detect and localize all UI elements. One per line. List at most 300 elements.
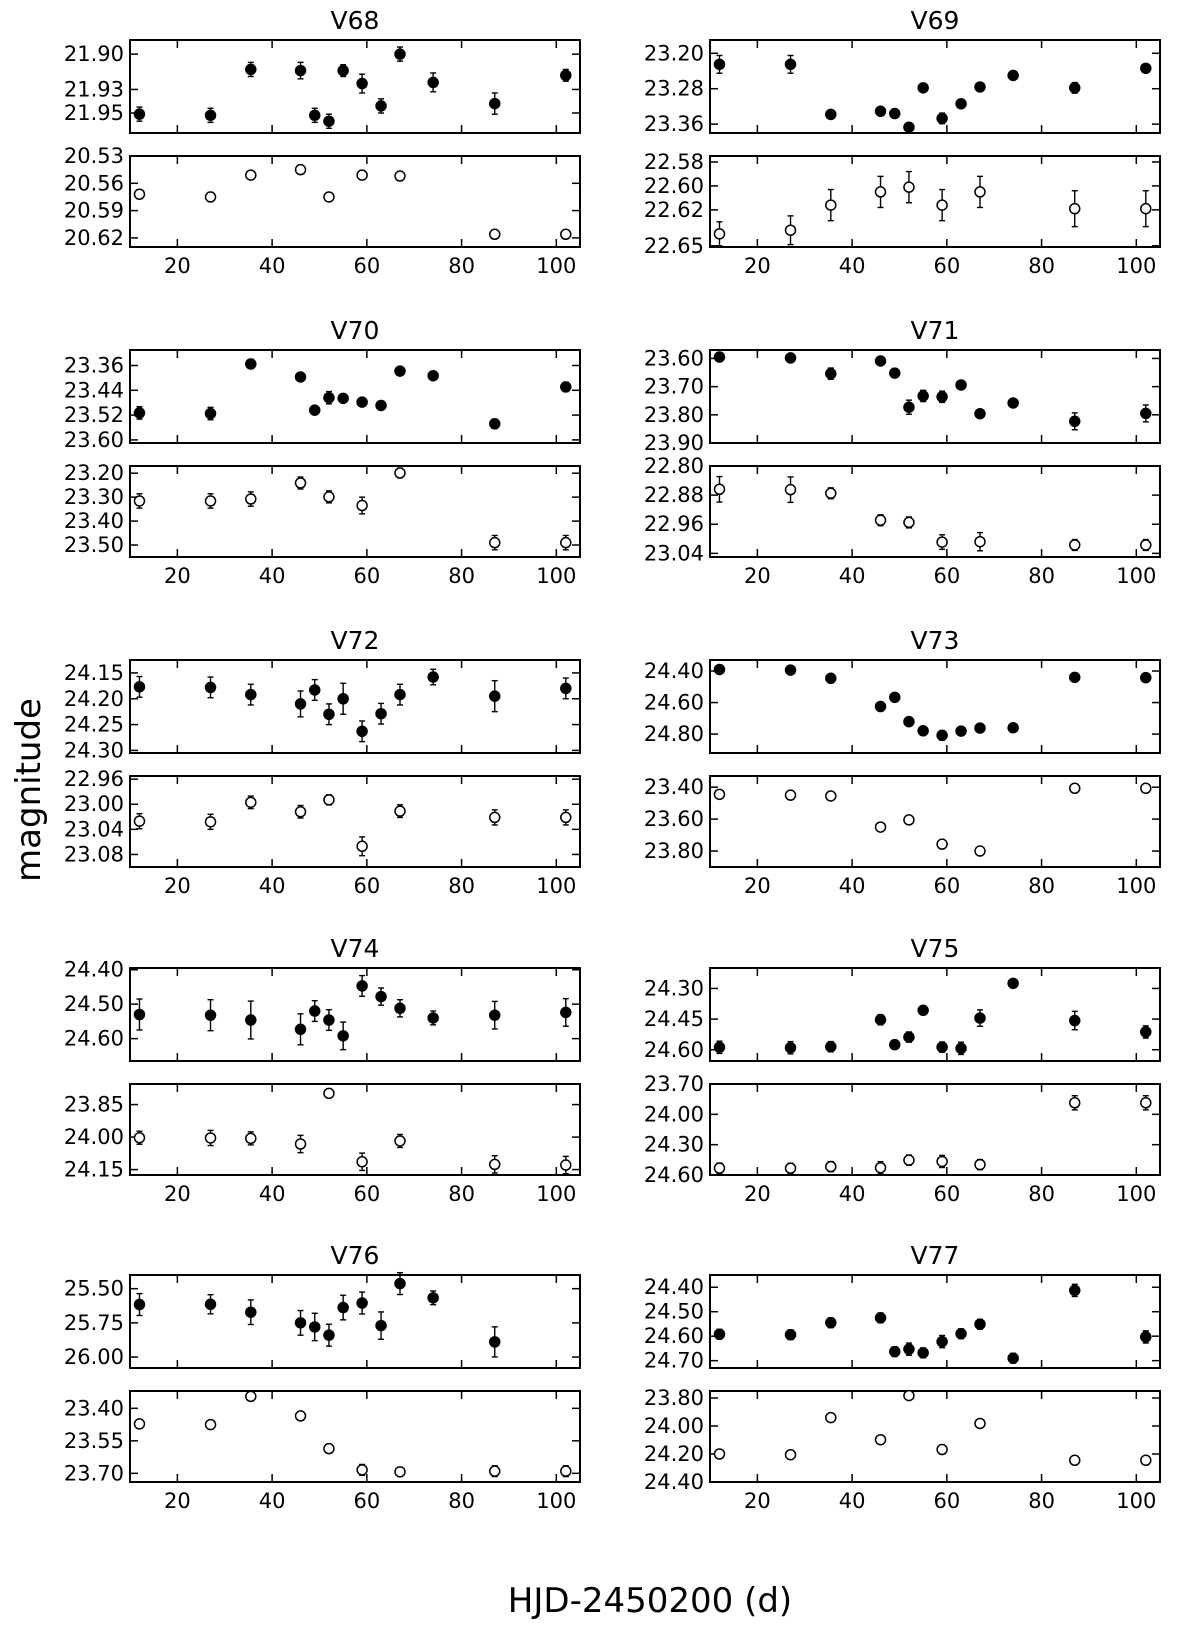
v76-top-data-point <box>357 1298 367 1308</box>
v72-bottom-xtick-label: 40 <box>258 874 286 898</box>
v70-top-data-point <box>324 393 334 403</box>
v68-bottom-frame <box>130 156 580 247</box>
v69-top-data-point <box>876 106 886 116</box>
v72-top-data-point <box>376 709 386 719</box>
v72-top-data-point <box>324 709 334 719</box>
v68-bottom-ytick-label: 20.59 <box>63 198 124 223</box>
v74-bottom-data-point <box>561 1160 571 1170</box>
v70-top-data-point <box>376 400 386 410</box>
v76-bottom-xtick-label: 80 <box>448 1489 475 1513</box>
v69-top-data-point <box>937 113 947 123</box>
v69-bottom-data-point <box>714 229 724 239</box>
v75-bottom-frame <box>710 1084 1160 1175</box>
v69-top-ytick-label: 23.36 <box>643 112 704 137</box>
v71-bottom-data-point <box>975 537 985 547</box>
v75-bottom-xtick-label: 100 <box>1116 1182 1157 1206</box>
v68-bottom-data-point <box>206 192 216 202</box>
panel-v73 <box>644 626 1160 898</box>
v74-bottom-subplot <box>64 1084 580 1206</box>
v71-bottom-data-point <box>1070 540 1080 550</box>
v74-top-data-point <box>561 1007 571 1017</box>
v75-bottom-xtick-label: 80 <box>1028 1182 1055 1206</box>
v69-bottom-data-point <box>826 200 836 210</box>
panel-title-v71: V71 <box>910 316 960 345</box>
v69-bottom-data-point <box>904 182 914 192</box>
v75-bottom-ytick-label: 24.00 <box>643 1102 704 1127</box>
panel-title-v69: V69 <box>910 6 960 35</box>
v69-top-data-point <box>714 59 724 69</box>
v68-bottom-data-point <box>357 170 367 180</box>
v69-bottom-data-point <box>975 187 985 197</box>
v75-top-data-point <box>975 1013 985 1023</box>
v74-bottom-data-point <box>206 1133 216 1143</box>
v68-bottom-subplot <box>64 144 580 278</box>
v74-bottom-xtick-label: 40 <box>258 1182 286 1206</box>
v73-top-data-point <box>826 673 836 683</box>
v74-bottom-xtick-label: 100 <box>536 1182 577 1206</box>
v70-bottom-frame <box>130 466 580 557</box>
v72-top-ytick-label: 24.30 <box>63 738 124 763</box>
v77-bottom-ytick-label: 24.00 <box>643 1414 704 1438</box>
v76-top-data-point <box>428 1293 438 1303</box>
v76-top-data-point <box>376 1321 386 1331</box>
v73-bottom-data-point <box>937 839 947 849</box>
v76-bottom-subplot <box>64 1391 580 1513</box>
v74-bottom-data-point <box>324 1088 334 1098</box>
v73-bottom-xtick-label: 80 <box>1028 874 1055 898</box>
v75-top-ytick-label: 24.45 <box>643 1007 704 1032</box>
v69-top-data-point <box>918 83 928 93</box>
v73-top-subplot <box>644 659 1160 753</box>
v75-top-data-point <box>937 1042 947 1052</box>
v71-bottom-xtick-label: 40 <box>838 564 866 588</box>
v75-bottom-data-point <box>904 1155 914 1165</box>
v72-bottom-frame <box>130 776 580 867</box>
v73-top-data-point <box>714 664 724 674</box>
v72-bottom-data-point <box>357 841 367 851</box>
v71-bottom-xtick-label: 100 <box>1116 564 1157 588</box>
v68-bottom-data-point <box>134 189 144 199</box>
v68-bottom-data-point <box>296 165 306 175</box>
v68-bottom-xtick-label: 40 <box>258 254 286 278</box>
v70-bottom-data-point <box>561 538 571 548</box>
v70-top-data-point <box>395 366 405 376</box>
v75-top-data-point <box>876 1015 886 1025</box>
v70-bottom-ytick-label: 23.30 <box>63 485 124 510</box>
v73-bottom-xtick-label: 60 <box>933 874 961 898</box>
v69-top-data-point <box>890 109 900 119</box>
v71-top-ytick-label: 23.90 <box>643 431 704 455</box>
v77-top-ytick-label: 24.60 <box>643 1324 704 1349</box>
v74-bottom-ytick-label: 24.15 <box>63 1157 124 1182</box>
v73-top-data-point <box>937 730 947 740</box>
v74-top-data-point <box>338 1031 348 1041</box>
v69-top-ytick-label: 23.28 <box>643 76 704 101</box>
v72-bottom-xtick-label: 60 <box>353 874 381 898</box>
v71-top-frame <box>710 350 1160 443</box>
v71-top-data-point <box>714 352 724 362</box>
v75-top-data-point <box>1070 1016 1080 1026</box>
v68-top-data-point <box>338 66 348 76</box>
v70-top-data-point <box>338 393 348 403</box>
v72-bottom-data-point <box>206 817 216 827</box>
v71-bottom-subplot <box>644 454 1160 588</box>
v77-bottom-data-point <box>904 1391 914 1401</box>
v72-top-data-point <box>206 682 216 692</box>
v70-bottom-data-point <box>324 492 334 502</box>
v77-bottom-data-point <box>876 1435 886 1445</box>
v70-top-ytick-label: 23.44 <box>63 378 124 403</box>
v68-bottom-data-point <box>561 229 571 239</box>
panel-v70 <box>64 316 580 588</box>
v77-bottom-frame <box>710 1391 1160 1482</box>
v69-top-data-point <box>826 109 836 119</box>
v69-bottom-data-point <box>1070 204 1080 214</box>
v68-bottom-ytick-label: 20.62 <box>63 225 124 250</box>
v69-bottom-data-point <box>1141 204 1151 214</box>
v70-bottom-data-point <box>296 478 306 488</box>
v73-bottom-xtick-label: 100 <box>1116 874 1157 898</box>
v71-top-data-point <box>956 380 966 390</box>
v76-top-frame <box>130 1275 580 1368</box>
v70-bottom-xtick-label: 40 <box>258 564 286 588</box>
v75-bottom-data-point <box>1141 1098 1151 1108</box>
v76-bottom-data-point <box>246 1391 256 1401</box>
v70-top-data-point <box>561 382 571 392</box>
v70-top-data-point <box>357 397 367 407</box>
v70-bottom-subplot <box>64 461 580 588</box>
v71-top-data-point <box>786 353 796 363</box>
v75-top-data-point <box>826 1042 836 1052</box>
v75-bottom-subplot <box>644 1072 1160 1206</box>
v71-bottom-frame <box>710 466 1160 557</box>
v72-top-data-point <box>246 690 256 700</box>
v76-bottom-xtick-label: 60 <box>353 1489 381 1513</box>
v70-top-data-point <box>134 408 144 418</box>
v75-top-data-point <box>904 1032 914 1042</box>
v74-top-data-point <box>296 1024 306 1034</box>
v70-bottom-xtick-label: 20 <box>164 564 191 588</box>
v74-bottom-data-point <box>490 1159 500 1169</box>
v73-top-frame <box>710 660 1160 753</box>
v77-top-data-point <box>786 1330 796 1340</box>
v69-bottom-xtick-label: 40 <box>838 254 866 278</box>
v76-bottom-data-point <box>490 1466 500 1476</box>
v69-top-data-point <box>1141 63 1151 73</box>
v73-top-ytick-label: 24.40 <box>643 659 704 684</box>
v75-top-ytick-label: 24.60 <box>643 1037 704 1062</box>
v73-bottom-data-point <box>714 789 724 799</box>
v72-bottom-ytick-label: 22.96 <box>63 767 124 792</box>
v70-bottom-data-point <box>206 496 216 506</box>
v74-top-ytick-label: 24.50 <box>63 992 124 1017</box>
v71-top-data-point <box>1008 398 1018 408</box>
v68-top-data-point <box>324 116 334 126</box>
panel-title-v68: V68 <box>330 6 380 35</box>
v77-bottom-data-point <box>937 1445 947 1455</box>
v74-top-frame <box>130 968 580 1061</box>
v76-top-data-point <box>338 1303 348 1313</box>
v72-bottom-data-point <box>296 807 306 817</box>
v76-top-data-point <box>246 1307 256 1317</box>
v68-top-data-point <box>395 49 405 59</box>
v69-bottom-xtick-label: 60 <box>933 254 961 278</box>
panel-title-v76: V76 <box>330 1241 380 1270</box>
v77-top-data-point <box>1141 1332 1151 1342</box>
v71-top-data-point <box>890 368 900 378</box>
v70-top-ytick-label: 23.52 <box>63 403 124 428</box>
v76-top-data-point <box>134 1300 144 1310</box>
v73-bottom-data-point <box>786 790 796 800</box>
v74-top-data-point <box>395 1003 405 1013</box>
v75-bottom-xtick-label: 60 <box>933 1182 961 1206</box>
v74-top-data-point <box>310 1006 320 1016</box>
v73-bottom-data-point <box>1141 783 1151 793</box>
v71-top-data-point <box>1070 416 1080 426</box>
v71-top-ytick-label: 23.60 <box>643 346 704 371</box>
v72-bottom-subplot <box>64 767 580 898</box>
v70-top-subplot <box>64 350 580 452</box>
v70-bottom-data-point <box>490 538 500 548</box>
panel-v75 <box>644 934 1160 1206</box>
v68-bottom-xtick-label: 100 <box>536 254 577 278</box>
v74-top-subplot <box>64 958 580 1061</box>
v71-top-data-point <box>904 402 914 412</box>
v77-bottom-ytick-label: 23.80 <box>643 1386 704 1410</box>
v72-top-ytick-label: 24.15 <box>63 660 124 685</box>
v71-bottom-ytick-label: 22.88 <box>643 483 704 508</box>
v77-top-ytick-label: 24.50 <box>643 1299 704 1324</box>
v68-top-data-point <box>561 70 571 80</box>
v72-top-data-point <box>395 690 405 700</box>
v72-top-ytick-label: 24.20 <box>63 686 124 711</box>
v76-top-data-point <box>206 1299 216 1309</box>
v75-top-data-point <box>956 1043 966 1053</box>
v74-bottom-data-point <box>134 1133 144 1143</box>
v68-bottom-data-point <box>246 170 256 180</box>
v73-bottom-ytick-label: 23.40 <box>643 775 704 800</box>
v75-bottom-data-point <box>937 1156 947 1166</box>
v71-top-ytick-label: 23.80 <box>643 402 704 427</box>
v76-top-ytick-label: 25.75 <box>63 1310 124 1335</box>
v74-top-data-point <box>490 1010 500 1020</box>
v75-top-data-point <box>1141 1027 1151 1037</box>
v69-top-data-point <box>904 122 914 132</box>
v74-top-ytick-label: 24.60 <box>63 1026 124 1051</box>
v74-top-data-point <box>206 1010 216 1020</box>
v72-top-data-point <box>134 682 144 692</box>
y-axis-label: magnitude <box>9 698 49 882</box>
panel-v76 <box>64 1241 580 1513</box>
v77-bottom-xtick-label: 40 <box>838 1489 866 1513</box>
v72-bottom-ytick-label: 23.04 <box>63 817 124 842</box>
v72-top-data-point <box>428 672 438 682</box>
v76-top-ytick-label: 25.50 <box>63 1276 124 1301</box>
v74-top-data-point <box>246 1015 256 1025</box>
v75-bottom-data-point <box>975 1160 985 1170</box>
v73-bottom-data-point <box>1070 783 1080 793</box>
v72-top-data-point <box>338 694 348 704</box>
v71-bottom-ytick-label: 22.80 <box>643 454 704 478</box>
v74-bottom-data-point <box>357 1157 367 1167</box>
v72-top-data-point <box>357 726 367 736</box>
v70-bottom-xtick-label: 80 <box>448 564 475 588</box>
v76-bottom-data-point <box>296 1411 306 1421</box>
v71-bottom-data-point <box>876 515 886 525</box>
v76-bottom-data-point <box>561 1466 571 1476</box>
v71-top-data-point <box>937 392 947 402</box>
v71-bottom-data-point <box>1141 540 1151 550</box>
v71-top-data-point <box>918 391 928 401</box>
v71-top-data-point <box>975 409 985 419</box>
v72-bottom-xtick-label: 80 <box>448 874 475 898</box>
v72-bottom-data-point <box>490 812 500 822</box>
v71-bottom-ytick-label: 22.96 <box>643 512 704 537</box>
v73-bottom-data-point <box>876 822 886 832</box>
v71-bottom-data-point <box>714 484 724 494</box>
v73-bottom-ytick-label: 23.80 <box>643 839 704 864</box>
v73-bottom-data-point <box>826 791 836 801</box>
v77-top-data-point <box>1008 1353 1018 1363</box>
v75-top-subplot <box>644 968 1160 1062</box>
v77-top-data-point <box>956 1329 966 1339</box>
v73-top-data-point <box>918 726 928 736</box>
v71-top-subplot <box>644 346 1160 455</box>
v70-bottom-data-point <box>395 468 405 478</box>
v72-bottom-ytick-label: 23.08 <box>63 842 124 867</box>
v70-bottom-xtick-label: 60 <box>353 564 381 588</box>
v68-top-frame <box>130 40 580 133</box>
v77-bottom-ytick-label: 24.20 <box>643 1442 704 1466</box>
v73-top-data-point <box>956 726 966 736</box>
panel-v68 <box>64 6 580 278</box>
v68-top-subplot <box>64 40 580 133</box>
panel-title-v77: V77 <box>910 1241 960 1270</box>
panel-title-v72: V72 <box>330 626 380 655</box>
v72-bottom-data-point <box>395 806 405 816</box>
v68-bottom-xtick-label: 80 <box>448 254 475 278</box>
v76-bottom-xtick-label: 100 <box>536 1489 577 1513</box>
v70-top-frame <box>130 350 580 443</box>
panel-title-v70: V70 <box>330 316 380 345</box>
v76-bottom-frame <box>130 1391 580 1482</box>
v73-top-ytick-label: 24.80 <box>643 722 704 747</box>
v73-top-ytick-label: 24.60 <box>643 690 704 715</box>
v69-top-data-point <box>786 59 796 69</box>
v72-bottom-data-point <box>246 797 256 807</box>
v73-top-data-point <box>786 665 796 675</box>
v76-top-subplot <box>64 1273 580 1369</box>
v76-top-ytick-label: 26.00 <box>63 1345 124 1370</box>
v76-bottom-xtick-label: 40 <box>258 1489 286 1513</box>
v68-top-data-point <box>490 99 500 109</box>
v68-top-data-point <box>206 110 216 120</box>
v76-top-data-point <box>395 1279 405 1289</box>
v73-top-data-point <box>1008 723 1018 733</box>
v75-bottom-xtick-label: 40 <box>838 1182 866 1206</box>
v74-bottom-xtick-label: 60 <box>353 1182 381 1206</box>
v73-top-data-point <box>1070 672 1080 682</box>
v71-bottom-data-point <box>786 485 796 495</box>
v72-top-subplot <box>64 660 580 762</box>
v70-bottom-data-point <box>357 501 367 511</box>
panel-v71 <box>644 316 1160 588</box>
v69-bottom-data-point <box>937 200 947 210</box>
v71-bottom-data-point <box>937 537 947 547</box>
panel-v74 <box>64 934 580 1206</box>
v74-top-data-point <box>357 981 367 991</box>
v76-bottom-xtick-label: 20 <box>164 1489 191 1513</box>
v74-bottom-data-point <box>395 1136 405 1146</box>
v75-top-data-point <box>1008 978 1018 988</box>
v69-bottom-xtick-label: 80 <box>1028 254 1055 278</box>
v77-top-data-point <box>904 1344 914 1354</box>
v71-bottom-data-point <box>826 488 836 498</box>
v77-top-data-point <box>1070 1285 1080 1295</box>
v77-top-data-point <box>826 1318 836 1328</box>
v70-top-data-point <box>490 419 500 429</box>
v71-bottom-xtick-label: 20 <box>744 564 771 588</box>
panel-title-v74: V74 <box>330 934 380 963</box>
v72-bottom-data-point <box>324 795 334 805</box>
v76-bottom-data-point <box>206 1420 216 1430</box>
v70-top-ytick-label: 23.36 <box>63 353 124 378</box>
v68-bottom-data-point <box>324 192 334 202</box>
v70-bottom-ytick-label: 23.20 <box>63 461 124 486</box>
v71-bottom-xtick-label: 80 <box>1028 564 1055 588</box>
v68-bottom-data-point <box>490 229 500 239</box>
v73-top-data-point <box>975 723 985 733</box>
v70-top-ytick-label: 23.60 <box>63 427 124 452</box>
v68-top-ytick-label: 21.90 <box>63 42 124 67</box>
v68-bottom-xtick-label: 60 <box>353 254 381 278</box>
v68-top-data-point <box>246 64 256 74</box>
v77-top-ytick-label: 24.40 <box>643 1275 704 1300</box>
v69-bottom-ytick-label: 22.65 <box>643 233 704 258</box>
v71-top-data-point <box>876 356 886 366</box>
panel-v72 <box>64 626 580 898</box>
v73-bottom-xtick-label: 40 <box>838 874 866 898</box>
v71-bottom-xtick-label: 60 <box>933 564 961 588</box>
v73-bottom-data-point <box>904 815 914 825</box>
v69-bottom-frame <box>710 156 1160 247</box>
v71-top-ytick-label: 23.70 <box>643 374 704 399</box>
v77-bottom-data-point <box>714 1449 724 1459</box>
v72-top-data-point <box>561 683 571 693</box>
v76-bottom-ytick-label: 23.70 <box>63 1461 124 1486</box>
v77-top-subplot <box>644 1275 1160 1373</box>
v69-top-ytick-label: 23.20 <box>643 41 704 66</box>
v72-top-frame <box>130 660 580 753</box>
v75-top-data-point <box>918 1005 928 1015</box>
v72-bottom-xtick-label: 100 <box>536 874 577 898</box>
v72-bottom-ytick-label: 23.00 <box>63 792 124 817</box>
v70-bottom-ytick-label: 23.50 <box>63 533 124 558</box>
v77-top-ytick-label: 24.70 <box>643 1348 704 1373</box>
v76-top-data-point <box>324 1330 334 1340</box>
v70-top-data-point <box>428 371 438 381</box>
v69-top-frame <box>710 40 1160 133</box>
v70-bottom-data-point <box>134 496 144 506</box>
v72-bottom-data-point <box>561 812 571 822</box>
v75-bottom-ytick-label: 23.70 <box>643 1072 704 1096</box>
v69-bottom-data-point <box>786 225 796 235</box>
v76-bottom-data-point <box>134 1419 144 1429</box>
v73-bottom-xtick-label: 20 <box>744 874 771 898</box>
v68-bottom-ytick-label: 20.56 <box>63 171 124 196</box>
panel-v69 <box>644 6 1160 278</box>
v69-top-data-point <box>956 99 966 109</box>
